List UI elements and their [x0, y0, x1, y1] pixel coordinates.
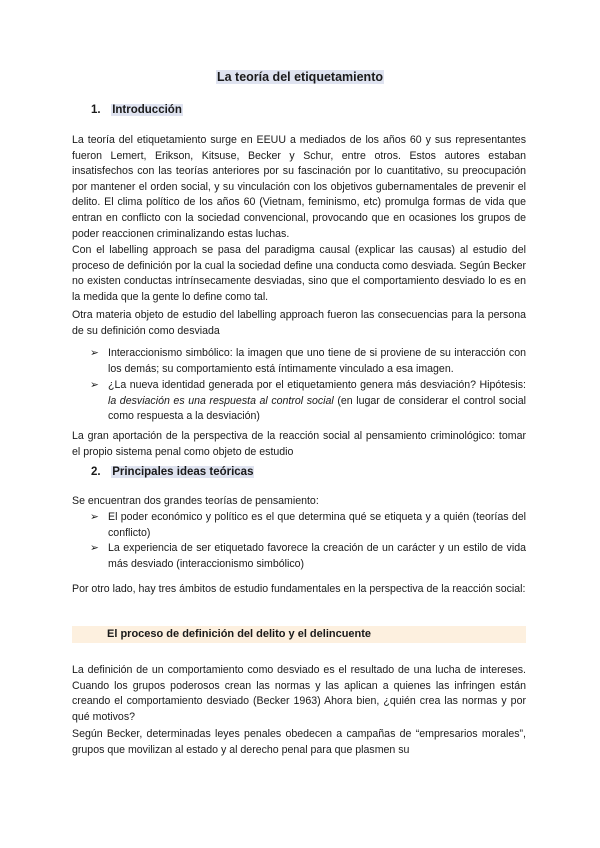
arrow-bullet-icon: ➢	[90, 511, 99, 523]
bullet-text: El poder económico y político es el que determina qué se etiqueta y a quién (teorías del conflicto)	[108, 511, 526, 539]
intro-paragraph-3: Otra materia objeto de estudio del labelling approach fueron las consecuencias para la persona de su definición como desviada	[72, 309, 526, 337]
section-title: Principales ideas teóricas	[112, 466, 254, 478]
section-number: 1.	[91, 104, 101, 116]
bullet-text	[108, 378, 526, 425]
section-heading-introduccion	[91, 104, 183, 116]
subsection-heading	[72, 626, 526, 643]
intro-paragraph-4: La gran aportación de la perspectiva de la reacción social al pensamiento criminológico: tomar el propio sistema penal como objeto de estudio	[72, 430, 526, 458]
subsection-paragraph-2: Según Becker, determinadas leyes penales obedecen a campañas de “empresarios morales”, grupos que movilizan al estado y al derecho penal para que plasmen su	[72, 728, 526, 756]
section-number: 2.	[91, 466, 101, 478]
intro-paragraph-1: La teoría del etiquetamiento surge en EEUU a mediados de los años 60 y sus representantes fueron Lemert, Erikson, Kitsuse, Becker y Schur, entre otros. Estos autores estaban insatisfechos con las teorías anteriores por su fascinación por lo cuantitativo, su preocupación por mantener el orden social, y su vinculación con los objetivos gubernamentales de prevenir el delito. El clima político de los años 60 (Vietnam, feminismo, etc) promulga formas de vida que entran en conflicto con la sociedad convencional, provocando que en ocasiones los grupos de poder reaccionen criminalizando estas luchas.	[72, 134, 526, 240]
hypothesis-emphasis: la desviación es una respuesta al control social	[108, 394, 334, 407]
arrow-bullet-icon: ➢	[90, 542, 99, 554]
ideas-paragraph-1: Se encuentran dos grandes teorías de pensamiento:	[72, 495, 319, 507]
bullet-item	[90, 510, 526, 541]
bullet-text: La experiencia de ser etiquetado favorece la creación de un carácter y un estilo de vida más desviado (interaccionismo simbólico)	[108, 542, 526, 570]
bullet-item	[90, 541, 526, 572]
bullet-text-lead: ¿La nueva identidad generada por el etiquetamiento genera más desviación? Hipótesis:	[108, 379, 526, 391]
bullet-item	[90, 346, 526, 377]
bullet-text-tail: (en lugar de considerar el control social como respuesta a la desviación)	[108, 394, 527, 423]
section-heading-ideas	[91, 466, 254, 478]
intro-paragraph-2: Con el labelling approach se pasa del paradigma causal (explicar las causas) al estudio del proceso de definición por la cual la sociedad define una conducta como desviada. Según Becker no existen conductas intrínsecamente desviadas, sino que el comportamiento desviado lo es en la medida que la gente lo define como tal.	[72, 244, 526, 303]
bullet-text: Interaccionismo simbólico: la imagen que uno tiene de si proviene de su interacción con los demás; su comportamiento está íntimamente vinculado a esa imagen.	[108, 347, 526, 375]
bullet-item	[90, 378, 526, 425]
ideas-paragraph-2: Por otro lado, hay tres ámbitos de estudio fundamentales en la perspectiva de la reacción social:	[72, 583, 526, 595]
arrow-bullet-icon: ➢	[90, 347, 99, 359]
subsection-title: El proceso de definición del delito y el delincuente	[107, 628, 372, 640]
arrow-bullet-icon: ➢	[90, 379, 99, 391]
document-title	[0, 70, 600, 84]
section-title: Introducción	[112, 104, 182, 116]
document-title-text: La teoría del etiquetamiento	[216, 70, 383, 84]
subsection-paragraph-1: La definición de un comportamiento como desviado es el resultado de una lucha de intereses. Cuando los grupos poderosos crean las normas y las aplican a quienes las infringen están creando el comportamiento desviado (Becker 1963) Ahora bien, ¿quién crea las normas y por qué motivos?	[72, 664, 526, 723]
